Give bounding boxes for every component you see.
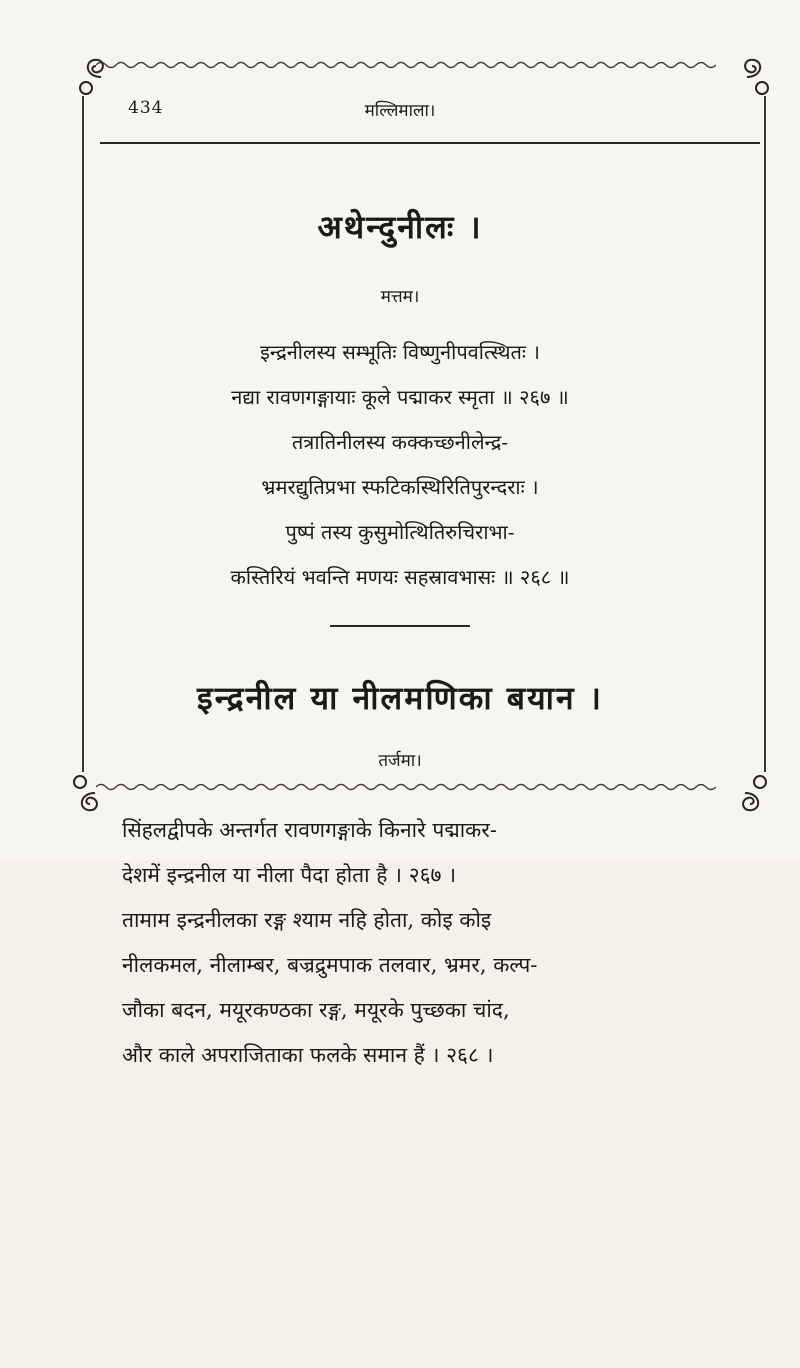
header-rule — [100, 142, 760, 144]
verse-line: पुष्पं तस्य कुसुमोत्थितिरुचिराभा- — [285, 520, 515, 544]
prose-line: जौका बदन, मयूरकण्ठका रङ्ग, मयूरके पुच्छका चांद, — [122, 998, 510, 1022]
bottom-wavy-border — [96, 780, 716, 794]
verse-line: इन्द्रनीलस्य सम्भूतिः विष्णुनीपवत्स्थितः । — [260, 340, 540, 364]
translation-label: तर्जमा। — [378, 751, 422, 771]
meter-label: मत्तम। — [380, 287, 420, 307]
prose-line: देशमें इन्द्रनील या नीला पैदा होता है । २६७ । — [122, 863, 457, 887]
running-title: मल्लिमाला। — [364, 101, 436, 121]
verse-line: भ्रमरद्युतिप्रभा स्फटिकस्थिरितिपुरन्दराः । — [261, 475, 539, 499]
prose-line: नीलकमल, नीलाम्बर, बज्रद्रुमपाक तलवार, भ्रमर, कल्प- — [122, 953, 538, 977]
section-divider — [330, 625, 470, 627]
translation-paragraph — [122, 808, 712, 1078]
verse-line: कस्तिरियं भवन्ति मणयः सहस्रावभासः ॥ २६८ ॥ — [230, 565, 570, 589]
section-title: अथेन्दुनीलः । — [317, 208, 483, 246]
verse-line: तत्रातिनीलस्य कक्कच्छनीलेन्द्र- — [291, 430, 509, 454]
top-wavy-border — [96, 58, 716, 72]
page-number: 434 — [128, 98, 164, 118]
section-title: इन्द्रनील या नीलमणिका बयान । — [197, 679, 603, 717]
corner-ornament-icon — [70, 768, 120, 818]
prose-line: तामाम इन्द्रनीलका रङ्ग श्याम नहि होता, कोइ कोइ — [122, 908, 492, 932]
verse-line: नद्या रावणगङ्गायाः कूले पद्माकर स्मृता ॥ २६७ ॥ — [231, 385, 569, 409]
prose-line: और काले अपराजिताका फलके समान हैं । २६८ । — [122, 1043, 494, 1067]
prose-line: सिंहलद्वीपके अन्तर्गत रावणगङ्गाके किनारे पद्माकर- — [122, 818, 497, 842]
corner-ornament-icon — [76, 52, 126, 102]
corner-ornament-icon — [722, 52, 772, 102]
corner-ornament-icon — [720, 768, 770, 818]
